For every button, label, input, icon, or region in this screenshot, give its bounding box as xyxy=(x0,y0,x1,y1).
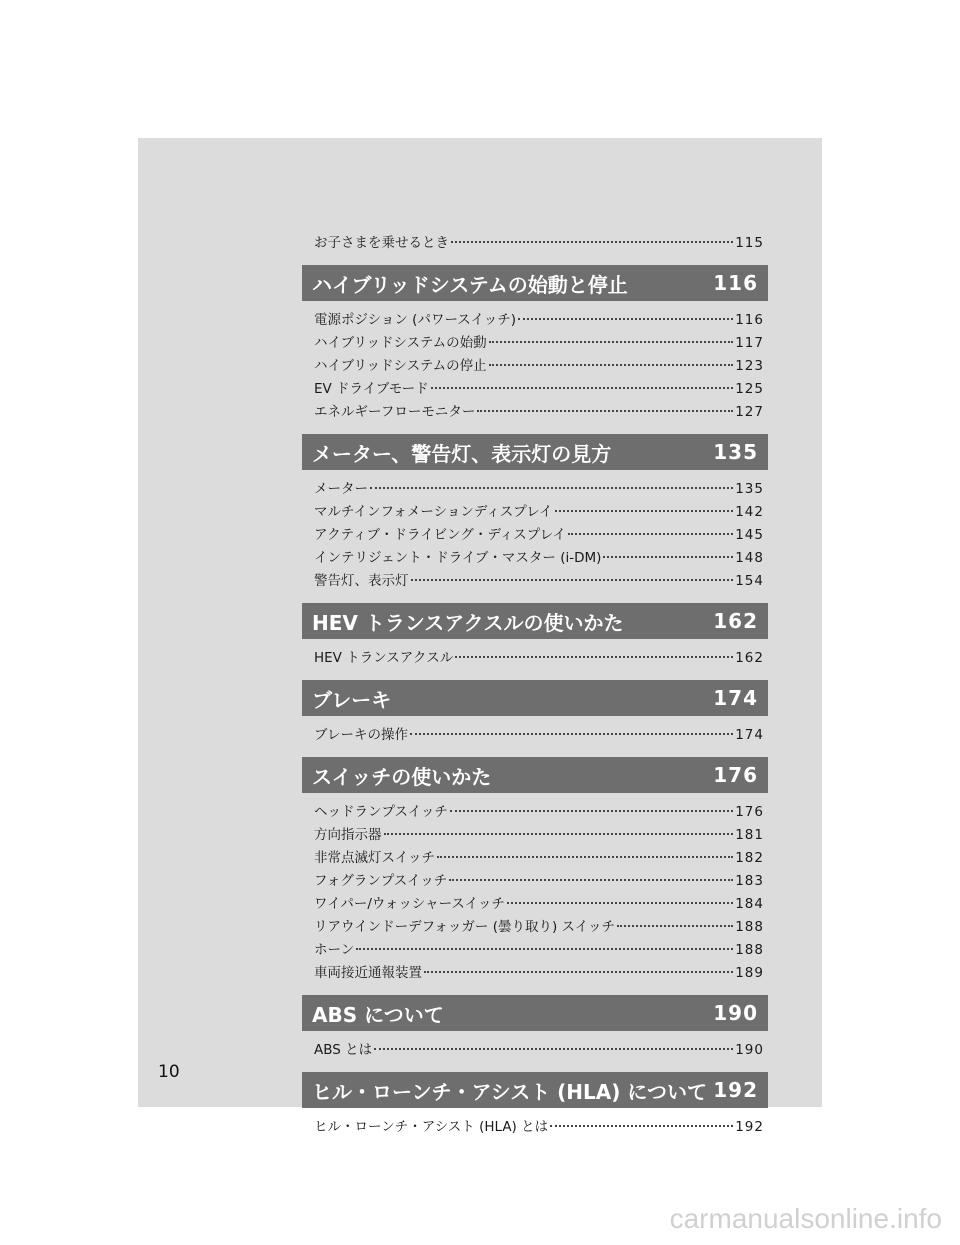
section-header[interactable] xyxy=(302,434,768,470)
section-title: HEV トランスアクスルの使いかた xyxy=(312,610,624,635)
sections-container xyxy=(302,265,768,1139)
toc-entry[interactable] xyxy=(302,309,768,332)
toc-entry[interactable] xyxy=(302,332,768,355)
toc-entry-page: 145 xyxy=(735,527,764,543)
dot-leader xyxy=(410,733,733,735)
toc-entry-label: アクティブ・ドライビング・ディスプレイ xyxy=(314,527,567,543)
dot-leader xyxy=(451,241,733,243)
dot-leader xyxy=(450,810,733,812)
dot-leader xyxy=(617,925,733,927)
toc-entry-label: ハイブリッドシステムの停止 xyxy=(314,358,487,374)
toc-entry-page: 181 xyxy=(735,827,764,843)
section-title: メーター、警告灯、表示灯の見方 xyxy=(312,441,612,466)
page-number: 10 xyxy=(158,1062,180,1082)
section-title: ABS について xyxy=(312,1002,444,1027)
toc-entry[interactable] xyxy=(302,547,768,570)
dot-leader xyxy=(518,318,733,320)
dot-leader xyxy=(507,902,733,904)
toc-entry-page: 125 xyxy=(735,381,764,397)
section-page: 190 xyxy=(713,1001,758,1025)
dot-leader xyxy=(489,364,734,366)
toc-entry-page: 188 xyxy=(735,942,764,958)
toc-entry-label: インテリジェント・ドライブ・マスター (i-DM) xyxy=(314,550,602,566)
toc-entry-label: 方向指示器 xyxy=(314,827,382,843)
section-header[interactable] xyxy=(302,265,768,301)
toc-entry-page: 148 xyxy=(735,550,764,566)
toc-entry[interactable] xyxy=(302,401,768,424)
dot-leader xyxy=(411,579,734,581)
dot-leader xyxy=(455,656,733,658)
toc-entry[interactable] xyxy=(302,939,768,962)
section-title: ヒル・ローンチ・アシスト (HLA) について xyxy=(312,1079,707,1104)
toc-entry-label: ヘッドランプスイッチ xyxy=(314,804,448,820)
dot-leader xyxy=(477,410,733,412)
toc-entry[interactable] xyxy=(302,962,768,985)
toc-entry-label: メーター xyxy=(314,481,368,497)
toc-entry-label: 電源ポジション (パワースイッチ) xyxy=(314,312,517,328)
toc-entry-label: HEV トランスアクスル xyxy=(314,650,454,666)
toc-entry[interactable] xyxy=(302,724,768,747)
toc-entry-label: ホーン xyxy=(314,942,355,958)
dot-leader xyxy=(603,556,733,558)
toc-entry-page: 188 xyxy=(735,919,764,935)
dot-leader xyxy=(555,510,734,512)
toc-entry-label: ヒル・ローンチ・アシスト (HLA) とは xyxy=(314,1119,549,1135)
section-title: スイッチの使いかた xyxy=(312,764,492,789)
toc-entry-page: 183 xyxy=(735,873,764,889)
toc-entry[interactable] xyxy=(302,916,768,939)
toc-entry[interactable] xyxy=(302,478,768,501)
table-of-contents xyxy=(302,232,768,1139)
toc-entry[interactable] xyxy=(302,378,768,401)
toc-entry-label: ワイパー/ウォッシャースイッチ xyxy=(314,896,505,912)
toc-entry-page: 135 xyxy=(735,481,764,497)
toc-entry-label: ABS とは xyxy=(314,1042,373,1058)
toc-entry[interactable] xyxy=(302,801,768,824)
toc-entry-page: 190 xyxy=(735,1042,764,1058)
toc-entry[interactable] xyxy=(302,647,768,670)
toc-entry[interactable] xyxy=(302,824,768,847)
dot-leader xyxy=(550,1125,733,1127)
toc-entry-page: 115 xyxy=(735,235,764,251)
toc-entry[interactable] xyxy=(302,501,768,524)
dot-leader xyxy=(489,341,734,343)
toc-entry-label: リアウインドーデフォッガー (曇り取り) スイッチ xyxy=(314,919,615,935)
toc-entry-page: 123 xyxy=(735,358,764,374)
toc-entry[interactable] xyxy=(302,524,768,547)
toc-entry-label: 警告灯、表示灯 xyxy=(314,573,409,589)
toc-entry-page: 182 xyxy=(735,850,764,866)
section-page: 116 xyxy=(713,271,758,295)
toc-entry-label: フォグランプスイッチ xyxy=(314,873,448,889)
toc-entry[interactable] xyxy=(302,847,768,870)
toc-entry-page: 184 xyxy=(735,896,764,912)
toc-entry-page: 142 xyxy=(735,504,764,520)
section-header[interactable] xyxy=(302,1072,768,1108)
section-page: 192 xyxy=(713,1078,758,1102)
section-page: 176 xyxy=(713,763,758,787)
dot-leader xyxy=(424,971,733,973)
toc-entry-page: 192 xyxy=(735,1119,764,1135)
toc-entry-page: 154 xyxy=(735,573,764,589)
dot-leader xyxy=(431,387,734,389)
section-header[interactable] xyxy=(302,603,768,639)
section-page: 162 xyxy=(713,609,758,633)
toc-entry-page: 162 xyxy=(735,650,764,666)
section-header[interactable] xyxy=(302,757,768,793)
dot-leader xyxy=(384,833,734,835)
section-page: 174 xyxy=(713,686,758,710)
toc-entry[interactable] xyxy=(302,1039,768,1062)
toc-entry[interactable] xyxy=(302,893,768,916)
toc-entry-label: ハイブリッドシステムの始動 xyxy=(314,335,487,351)
dot-leader xyxy=(437,856,733,858)
toc-entry-page: 176 xyxy=(735,804,764,820)
toc-entry-label: お子さまを乗せるとき xyxy=(314,235,449,251)
toc-entry-label: 車両接近通報装置 xyxy=(314,965,422,981)
dot-leader xyxy=(374,1048,733,1050)
toc-entry[interactable] xyxy=(302,232,768,255)
toc-entry-label: EV ドライブモード xyxy=(314,381,429,397)
toc-entry-page: 174 xyxy=(735,727,764,743)
section-title: ハイブリッドシステムの始動と停止 xyxy=(312,272,628,297)
toc-entry-page: 116 xyxy=(735,312,764,328)
watermark: carmanualsonline.info xyxy=(669,1203,942,1234)
toc-entry[interactable] xyxy=(302,570,768,593)
dot-leader xyxy=(356,948,733,950)
section-page: 135 xyxy=(713,440,758,464)
toc-entry[interactable] xyxy=(302,1116,768,1139)
toc-entry-label: ブレーキの操作 xyxy=(314,727,408,743)
toc-entry[interactable] xyxy=(302,870,768,893)
toc-entry-label: 非常点滅灯スイッチ xyxy=(314,850,435,866)
section-header[interactable] xyxy=(302,995,768,1031)
section-header[interactable] xyxy=(302,680,768,716)
dot-leader xyxy=(568,533,733,535)
toc-entry-label: エネルギーフローモニター xyxy=(314,404,476,420)
section-title: ブレーキ xyxy=(312,687,392,712)
toc-entry-page: 127 xyxy=(735,404,764,420)
toc-entry-page: 117 xyxy=(735,335,764,351)
toc-entry-page: 189 xyxy=(735,965,764,981)
dot-leader xyxy=(449,879,733,881)
toc-entry[interactable] xyxy=(302,355,768,378)
dot-leader xyxy=(370,487,733,489)
toc-entry-label: マルチインフォメーションディスプレイ xyxy=(314,504,553,520)
